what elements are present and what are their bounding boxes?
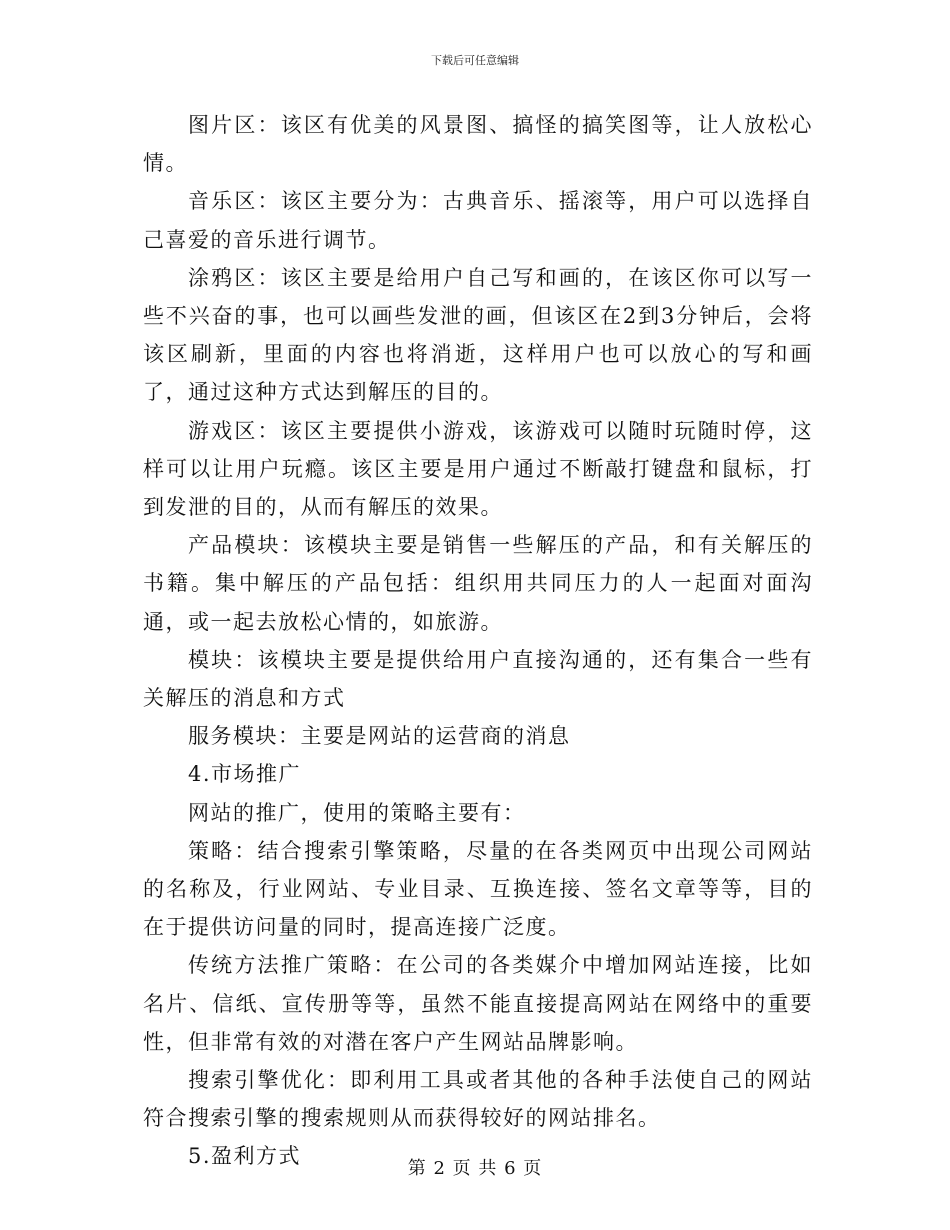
- paragraph-music-zone: 音乐区：该区主要分为：古典音乐、摇滚等，用户可以选择自己喜爱的音乐进行调节。: [143, 189, 813, 252]
- paragraph-picture-zone: 图片区：该区有优美的风景图、搞怪的搞笑图等，让人放松心情。: [143, 113, 813, 176]
- paragraph-service-module: 服务模块：主要是网站的运营商的消息: [188, 724, 571, 749]
- paragraph-seo: 搜索引擎优化：即利用工具或者其他的各种手法使自己的网站符合搜索引擎的搜索规则从而获得较好的网站排名。: [143, 1068, 813, 1131]
- paragraph-promotion-intro: 网站的推广，使用的策略主要有：: [188, 800, 526, 825]
- section-heading-profit-model: 5.盈利方式: [188, 1144, 302, 1169]
- paragraph-strategy: 策略：结合搜索引擎策略，尽量的在各类网页中出现公司网站的名称及，行业网站、专业目录、互换连接、签名文章等等，目的在于提供访问量的同时，提高连接广泛度。: [143, 838, 813, 940]
- paragraph-product-module: 产品模块：该模块主要是销售一些解压的产品，和有关解压的书籍。集中解压的产品包括：组织用共同压力的人一起面对面沟通，或一起去放松心情的，如旅游。: [143, 533, 813, 634]
- page-footer: [0, 1154, 950, 1180]
- paragraph-module: 模块：该模块主要是提供给用户直接沟通的，还有集合一些有关解压的消息和方式: [143, 647, 813, 711]
- paragraph-game-zone: 游戏区：该区主要提供小游戏，该游戏可以随时玩随时停，这样可以让用户玩瘾。该区主要是用户通过不断敲打键盘和鼠标，打到发泄的目的，从而有解压的效果。: [143, 418, 813, 520]
- section-heading-market-promotion: 4.市场推广: [188, 762, 302, 787]
- paragraph-graffiti-zone: 涂鸦区：该区主要是给用户自己写和画的，在该区你可以写一些不兴奋的事，也可以画些发泄的画，但该区在2到3分钟后，会将该区刷新，里面的内容也将消逝，这样用户也可以放心的写和画了，通过这种方式达到解压的目的。: [143, 265, 813, 405]
- page-header: 下载后可任意编辑: [431, 54, 519, 67]
- paragraph-traditional-strategy: 传统方法推广策略：在公司的各类媒介中增加网站连接，比如名片、信纸、宣传册等等，虽然不能直接提高网站在网络中的重要性，但非常有效的对潜在客户产生网站品牌影响。: [143, 953, 813, 1054]
- document-body: [143, 106, 813, 1176]
- page-number: 第 2 页 共 6 页: [407, 1158, 543, 1179]
